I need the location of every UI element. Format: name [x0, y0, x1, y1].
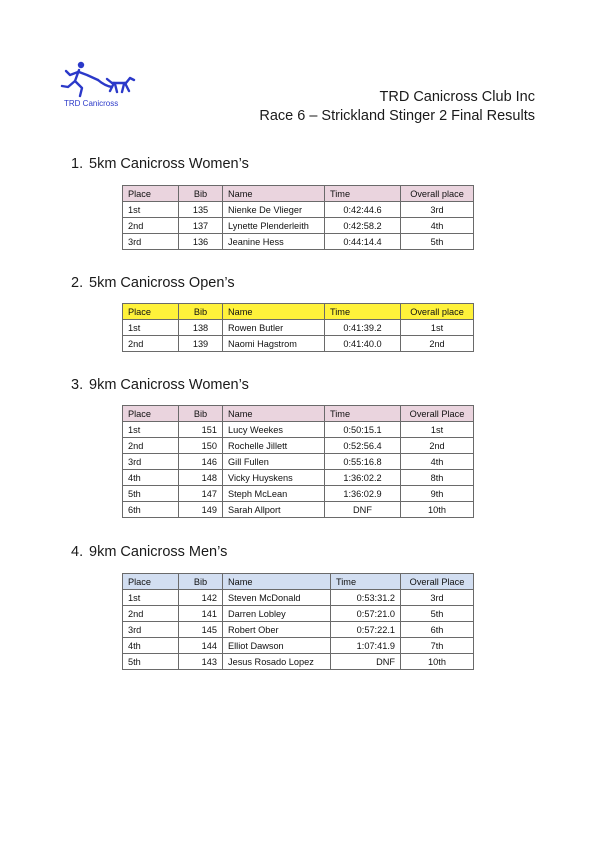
column-header: Name	[223, 574, 331, 590]
time-cell: 1:07:41.9	[331, 638, 401, 654]
table-row	[123, 606, 474, 622]
table-row	[123, 470, 474, 486]
column-header: Time	[331, 574, 401, 590]
place-cell: 1st	[123, 590, 179, 606]
place-cell: 5th	[123, 654, 179, 670]
bib-cell: 136	[179, 234, 223, 250]
column-header: Place	[123, 186, 179, 202]
name-cell: Jeanine Hess	[223, 234, 325, 250]
table-row	[123, 502, 474, 518]
section-title	[71, 275, 235, 291]
time-cell: 0:57:22.1	[331, 622, 401, 638]
overall-place-cell: 2nd	[401, 438, 474, 454]
time-cell: 0:52:56.4	[325, 438, 401, 454]
place-cell: 3rd	[123, 234, 179, 250]
bib-cell: 151	[179, 422, 223, 438]
time-cell: 0:42:44.6	[325, 202, 401, 218]
time-cell: 0:53:31.2	[331, 590, 401, 606]
place-cell: 3rd	[123, 454, 179, 470]
bib-cell: 148	[179, 470, 223, 486]
column-header: Overall place	[401, 304, 474, 320]
table-header-row	[123, 186, 474, 202]
time-cell: DNF	[331, 654, 401, 670]
section-name: 9km Canicross Women’s	[89, 377, 249, 393]
place-cell: 1st	[123, 202, 179, 218]
bib-cell: 150	[179, 438, 223, 454]
table-row	[123, 590, 474, 606]
table-header-row	[123, 574, 474, 590]
section-number: 3.	[71, 377, 84, 393]
name-cell: Naomi Hagstrom	[223, 336, 325, 352]
bib-cell: 138	[179, 320, 223, 336]
place-cell: 5th	[123, 486, 179, 502]
overall-place-cell: 7th	[401, 638, 474, 654]
place-cell: 4th	[123, 638, 179, 654]
table-row	[123, 638, 474, 654]
column-header: Time	[325, 406, 401, 422]
place-cell: 4th	[123, 470, 179, 486]
section-name: 9km Canicross Men’s	[89, 544, 228, 560]
overall-place-cell: 5th	[401, 606, 474, 622]
section-name: 5km Canicross Women’s	[89, 156, 249, 172]
name-cell: Steven McDonald	[223, 590, 331, 606]
column-header: Time	[325, 304, 401, 320]
time-cell: 0:55:16.8	[325, 454, 401, 470]
overall-place-cell: 4th	[401, 218, 474, 234]
column-header: Overall Place	[401, 574, 474, 590]
overall-place-cell: 6th	[401, 622, 474, 638]
bib-cell: 141	[179, 606, 223, 622]
overall-place-cell: 2nd	[401, 336, 474, 352]
results-table-5km-opens	[122, 303, 474, 352]
column-header: Name	[223, 304, 325, 320]
name-cell: Robert Ober	[223, 622, 331, 638]
column-header: Time	[325, 186, 401, 202]
time-cell: 0:50:15.1	[325, 422, 401, 438]
bib-cell: 143	[179, 654, 223, 670]
overall-place-cell: 3rd	[401, 202, 474, 218]
results-table-9km-womens	[122, 405, 474, 518]
table-row	[123, 454, 474, 470]
overall-place-cell: 10th	[401, 502, 474, 518]
results-table-9km-mens	[122, 573, 474, 670]
name-cell: Jesus Rosado Lopez	[223, 654, 331, 670]
bib-cell: 149	[179, 502, 223, 518]
time-cell: 0:44:14.4	[325, 234, 401, 250]
table-row	[123, 622, 474, 638]
table-row	[123, 422, 474, 438]
table-row	[123, 202, 474, 218]
name-cell: Rowen Butler	[223, 320, 325, 336]
section-number: 1.	[71, 156, 84, 172]
bib-cell: 144	[179, 638, 223, 654]
column-header: Place	[123, 574, 179, 590]
table-row	[123, 336, 474, 352]
column-header: Name	[223, 406, 325, 422]
table-header-row	[123, 406, 474, 422]
section-title	[71, 544, 227, 560]
column-header: Overall Place	[401, 406, 474, 422]
table-row	[123, 654, 474, 670]
column-header: Bib	[179, 574, 223, 590]
column-header: Name	[223, 186, 325, 202]
time-cell: 1:36:02.9	[325, 486, 401, 502]
column-header: Overall place	[401, 186, 474, 202]
name-cell: Lynette Plenderleith	[223, 218, 325, 234]
name-cell: Steph McLean	[223, 486, 325, 502]
time-cell: 0:42:58.2	[325, 218, 401, 234]
place-cell: 6th	[123, 502, 179, 518]
bib-cell: 146	[179, 454, 223, 470]
column-header: Bib	[179, 406, 223, 422]
section-number: 2.	[71, 275, 84, 291]
results-table-5km-womens	[122, 185, 474, 250]
time-cell: DNF	[325, 502, 401, 518]
table-row	[123, 486, 474, 502]
name-cell: Lucy Weekes	[223, 422, 325, 438]
section-name: 5km Canicross Open’s	[89, 275, 235, 291]
document-header	[259, 88, 535, 126]
bib-cell: 137	[179, 218, 223, 234]
column-header: Place	[123, 406, 179, 422]
time-cell: 0:41:39.2	[325, 320, 401, 336]
race-title: Race 6 – Strickland Stinger 2 Final Results	[259, 108, 535, 124]
overall-place-cell: 9th	[401, 486, 474, 502]
table-row	[123, 438, 474, 454]
bib-cell: 142	[179, 590, 223, 606]
name-cell: Rochelle Jillett	[223, 438, 325, 454]
overall-place-cell: 10th	[401, 654, 474, 670]
overall-place-cell: 5th	[401, 234, 474, 250]
overall-place-cell: 1st	[401, 422, 474, 438]
org-name: TRD Canicross Club Inc	[379, 89, 535, 105]
name-cell: Sarah Allport	[223, 502, 325, 518]
name-cell: Darren Lobley	[223, 606, 331, 622]
place-cell: 1st	[123, 320, 179, 336]
overall-place-cell: 4th	[401, 454, 474, 470]
bib-cell: 135	[179, 202, 223, 218]
column-header: Place	[123, 304, 179, 320]
place-cell: 2nd	[123, 438, 179, 454]
place-cell: 1st	[123, 422, 179, 438]
time-cell: 1:36:02.2	[325, 470, 401, 486]
table-header-row	[123, 304, 474, 320]
time-cell: 0:41:40.0	[325, 336, 401, 352]
column-header: Bib	[179, 304, 223, 320]
name-cell: Gill Fullen	[223, 454, 325, 470]
section-title	[71, 156, 249, 172]
bib-cell: 139	[179, 336, 223, 352]
time-cell: 0:57:21.0	[331, 606, 401, 622]
name-cell: Elliot Dawson	[223, 638, 331, 654]
overall-place-cell: 8th	[401, 470, 474, 486]
section-number: 4.	[71, 544, 84, 560]
table-row	[123, 218, 474, 234]
place-cell: 3rd	[123, 622, 179, 638]
overall-place-cell: 3rd	[401, 590, 474, 606]
logo-text: TRD Canicross	[64, 99, 119, 108]
table-row	[123, 320, 474, 336]
bib-cell: 147	[179, 486, 223, 502]
place-cell: 2nd	[123, 606, 179, 622]
overall-place-cell: 1st	[401, 320, 474, 336]
column-header: Bib	[179, 186, 223, 202]
section-title	[71, 377, 249, 393]
table-row	[123, 234, 474, 250]
place-cell: 2nd	[123, 336, 179, 352]
place-cell: 2nd	[123, 218, 179, 234]
bib-cell: 145	[179, 622, 223, 638]
name-cell: Nienke De Vlieger	[223, 202, 325, 218]
runner-and-dog-icon	[60, 60, 140, 100]
name-cell: Vicky Huyskens	[223, 470, 325, 486]
trd-canicross-logo	[60, 60, 140, 112]
